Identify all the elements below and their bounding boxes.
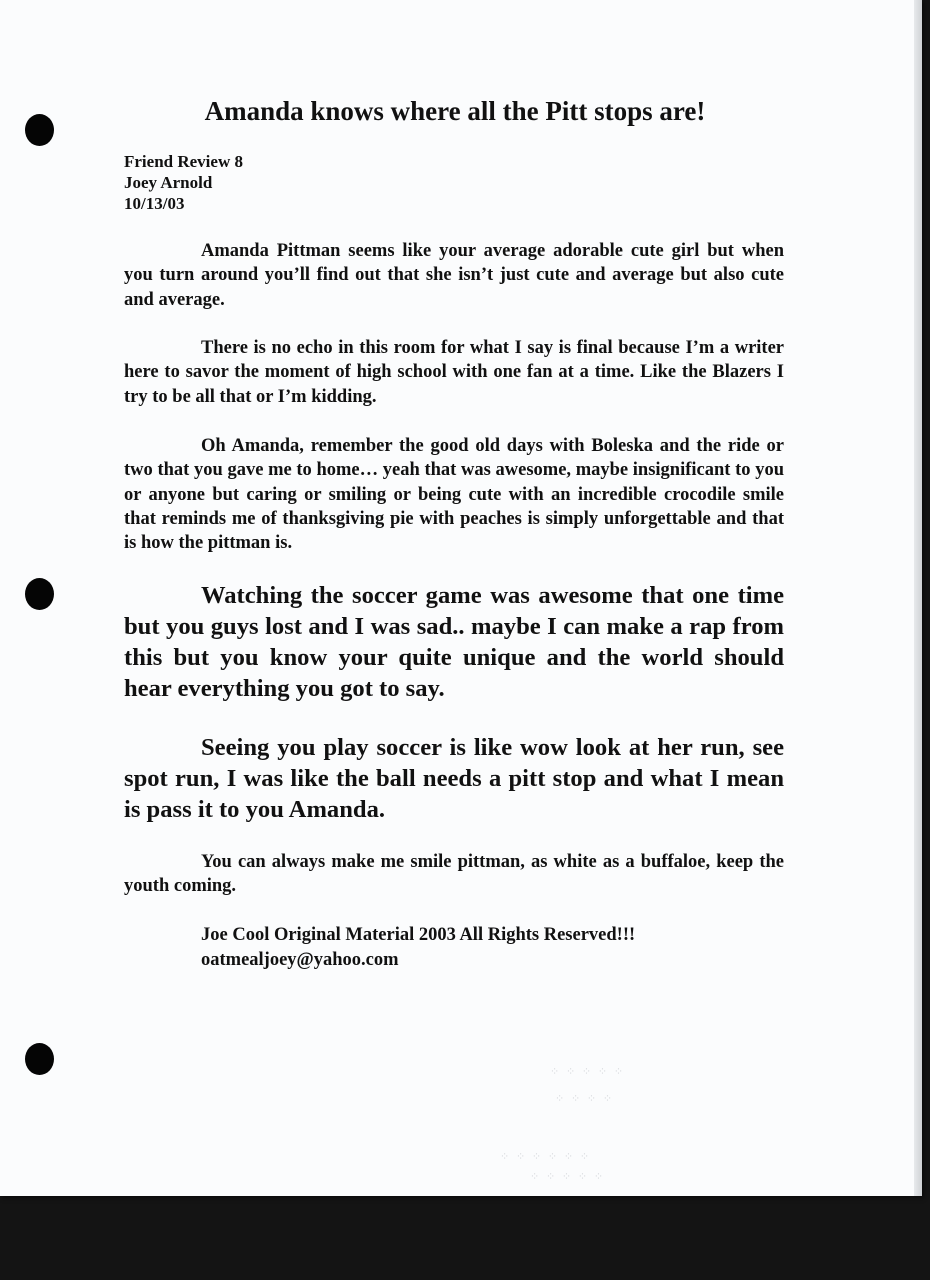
document-date: 10/13/03 (124, 194, 185, 213)
paragraph-4: Watching the soccer game was awesome that one time but you guys lost and I was sad.. maybe I can make a rap from this but you know your quite unique and the world should hear everything you got to say. (124, 582, 784, 702)
bleed-through-mark: ⁘ ⁘ ⁘ ⁘ ⁘ ⁘ (500, 1151, 592, 1163)
punch-hole-middle (25, 578, 54, 610)
bleed-through-mark: ⁘ ⁘ ⁘ ⁘ ⁘ (550, 1066, 626, 1078)
paragraph-3: Oh Amanda, remember the good old days with Boleska and the ride or two that you gave me to home… yeah that was awesome, maybe insignificant to you or anyone but caring or smiling or being cute with an incredible crocodile smile that reminds me of thanksgiving pie with peaches is simply unforgettable and that is how the pittman is. (124, 436, 784, 554)
document-meta (124, 151, 243, 214)
contact-email: oatmealjoey@yahoo.com (201, 949, 399, 970)
bleed-through-mark: ⁘ ⁘ ⁘ ⁘ (555, 1093, 615, 1105)
author-name: Joey Arnold (124, 173, 213, 192)
paragraph-6: You can always make me smile pittman, as white as a buffaloe, keep the youth coming. (124, 852, 784, 897)
review-number: Friend Review 8 (124, 152, 243, 171)
paragraph-5: Seeing you play soccer is like wow look at her run, see spot run, I was like the ball needs a pitt stop and what I mean is pass it to you Amanda. (124, 734, 784, 823)
paragraph-1: Amanda Pittman seems like your average adorable cute girl but when you turn around you’ll find out that she isn’t just cute and average but also cute and average. (124, 241, 784, 310)
signature-block (201, 923, 635, 972)
document-title: Amanda knows where all the Pitt stops are! (204, 96, 706, 126)
bleed-through-mark: ⁘ ⁘ ⁘ ⁘ ⁘ (530, 1171, 606, 1183)
punch-hole-bottom (25, 1043, 54, 1075)
page-edge (914, 0, 922, 1196)
copyright-line: Joe Cool Original Material 2003 All Rights Reserved!!! (201, 925, 636, 945)
paragraph-2: There is no echo in this room for what I say is final because I’m a writer here to savor the moment of high school with one fan at a time. Like the Blazers I try to be all that or I’m kidding. (124, 338, 784, 407)
